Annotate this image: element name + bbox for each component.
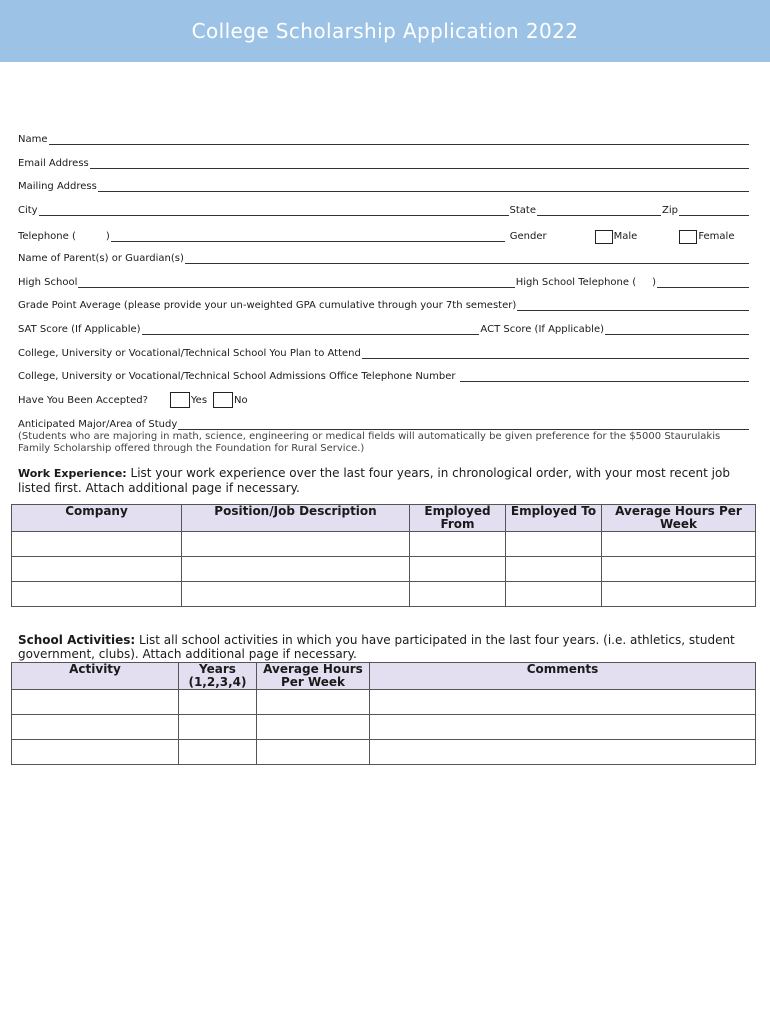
work-col-company: Company [12, 505, 182, 532]
telephone-row [18, 228, 750, 244]
zip-field[interactable] [679, 206, 749, 216]
college-row [18, 347, 750, 361]
work-cell[interactable] [182, 582, 410, 607]
work-cell[interactable] [410, 557, 506, 582]
activities-col-comments: Comments [370, 663, 756, 690]
name-label: Name [18, 134, 48, 145]
activity-cell[interactable] [257, 690, 370, 715]
work-cell[interactable] [182, 557, 410, 582]
work-cell[interactable] [12, 557, 182, 582]
mailing-field[interactable] [98, 182, 749, 192]
activity-cell[interactable] [257, 740, 370, 765]
yes-checkbox[interactable] [170, 392, 190, 408]
accepted-label: Have You Been Accepted? [18, 395, 148, 406]
work-cell[interactable] [602, 582, 756, 607]
activity-cell[interactable] [370, 740, 756, 765]
college-label: College, University or Vocational/Technical School You Plan to Attend [18, 348, 361, 359]
admissions-row [18, 370, 750, 384]
activities-instructions [18, 633, 753, 661]
female-label: Female [698, 231, 735, 242]
male-checkbox[interactable] [595, 230, 613, 244]
gpa-row [18, 299, 750, 313]
female-checkbox[interactable] [679, 230, 697, 244]
state-field[interactable] [537, 206, 661, 216]
table-row [12, 740, 756, 765]
activity-cell[interactable] [179, 715, 257, 740]
work-header-row [12, 505, 756, 532]
work-col-employed-from: Employed From [410, 505, 506, 532]
work-cell[interactable] [506, 557, 602, 582]
email-field[interactable] [90, 159, 749, 169]
sat-label: SAT Score (If Applicable) [18, 324, 141, 335]
city-field[interactable] [39, 206, 509, 216]
work-cell[interactable] [506, 532, 602, 557]
work-cell[interactable] [410, 532, 506, 557]
high-school-telephone-field[interactable] [657, 278, 749, 288]
area-code-field[interactable] [77, 232, 105, 242]
work-instructions [18, 466, 753, 495]
work-cell[interactable] [602, 532, 756, 557]
city-row [18, 204, 750, 218]
admissions-label: College, University or Vocational/Technical School Admissions Office Telephone Number [18, 371, 456, 382]
mailing-row [18, 180, 750, 194]
gender-label: Gender [509, 231, 547, 242]
activity-cell[interactable] [179, 740, 257, 765]
act-field[interactable] [605, 325, 749, 335]
accepted-row [18, 392, 750, 408]
activity-cell[interactable] [179, 690, 257, 715]
no-checkbox[interactable] [213, 392, 233, 408]
mailing-label: Mailing Address [18, 181, 97, 192]
college-field[interactable] [362, 349, 749, 359]
parents-field[interactable] [185, 254, 749, 264]
scores-row [18, 323, 750, 337]
work-col-position: Position/Job Description [182, 505, 410, 532]
zip-label: Zip [662, 205, 678, 216]
activities-header-row [12, 663, 756, 690]
no-label: No [234, 395, 248, 406]
gpa-field[interactable] [517, 301, 749, 311]
activity-cell[interactable] [12, 740, 179, 765]
table-row [12, 715, 756, 740]
parents-label: Name of Parent(s) or Guardian(s) [18, 253, 184, 264]
activities-heading: School Activities: [18, 633, 136, 647]
major-label: Anticipated Major/Area of Study [18, 419, 178, 430]
work-cell[interactable] [12, 582, 182, 607]
state-label: State [509, 205, 537, 216]
work-heading: Work Experience: [18, 467, 127, 480]
city-label: City [18, 205, 38, 216]
high-school-field[interactable] [78, 278, 514, 288]
table-row [12, 557, 756, 582]
telephone-field[interactable] [111, 232, 505, 242]
email-label: Email Address [18, 158, 89, 169]
work-cell[interactable] [182, 532, 410, 557]
major-field[interactable] [178, 420, 749, 430]
male-label: Male [613, 231, 638, 242]
work-cell[interactable] [602, 557, 756, 582]
gpa-label: Grade Point Average (please provide your un-weighted GPA cumulative through your 7th semester) [18, 300, 517, 311]
telephone-close-paren: ) [105, 231, 110, 242]
sat-field[interactable] [142, 325, 480, 335]
work-col-employed-to: Employed To [506, 505, 602, 532]
activities-text: List all school activities in which you have participated in the last four years. (i.e. athletics, student government, clubs). Attach additional page if necessary. [18, 633, 735, 661]
work-cell[interactable] [506, 582, 602, 607]
work-table [11, 504, 756, 607]
activity-cell[interactable] [370, 715, 756, 740]
work-col-hours: Average Hours Per Week [602, 505, 756, 532]
major-row [18, 418, 750, 432]
high-school-row [18, 276, 750, 290]
activities-table [11, 662, 756, 765]
activity-cell[interactable] [12, 715, 179, 740]
table-row [12, 532, 756, 557]
activities-col-years: Years (1,2,3,4) [179, 663, 257, 690]
table-row [12, 690, 756, 715]
high-school-label: High School [18, 277, 78, 288]
telephone-label: Telephone ( [18, 231, 76, 242]
high-school-telephone-label: High School Telephone ( [515, 277, 637, 288]
work-cell[interactable] [12, 532, 182, 557]
name-row [18, 133, 750, 147]
yes-label: Yes [190, 395, 208, 406]
admissions-field[interactable] [460, 372, 750, 382]
table-row [12, 582, 756, 607]
page-header [0, 0, 770, 62]
email-row [18, 157, 750, 171]
activity-cell[interactable] [257, 715, 370, 740]
work-cell[interactable] [410, 582, 506, 607]
activity-cell[interactable] [370, 690, 756, 715]
name-field[interactable] [49, 135, 749, 145]
page-title: College Scholarship Application 2022 [191, 19, 579, 43]
high-school-telephone-close-paren: ) [652, 277, 656, 288]
activity-cell[interactable] [12, 690, 179, 715]
parents-row [18, 252, 750, 266]
high-school-area-code-field[interactable] [637, 278, 651, 288]
major-note: (Students who are majoring in math, science, engineering or medical fields will automatically be given preference for the $5000 Staurulakis Family Scholarship offered through the Foundation for Rural Service.) [18, 431, 721, 454]
activities-col-hours: Average Hours Per Week [257, 663, 370, 690]
activities-col-activity: Activity [12, 663, 179, 690]
work-text: List your work experience over the last four years, in chronological order, with your most recent job listed first. Attach additional page if necessary. [18, 466, 730, 495]
act-label: ACT Score (If Applicable) [480, 324, 604, 335]
